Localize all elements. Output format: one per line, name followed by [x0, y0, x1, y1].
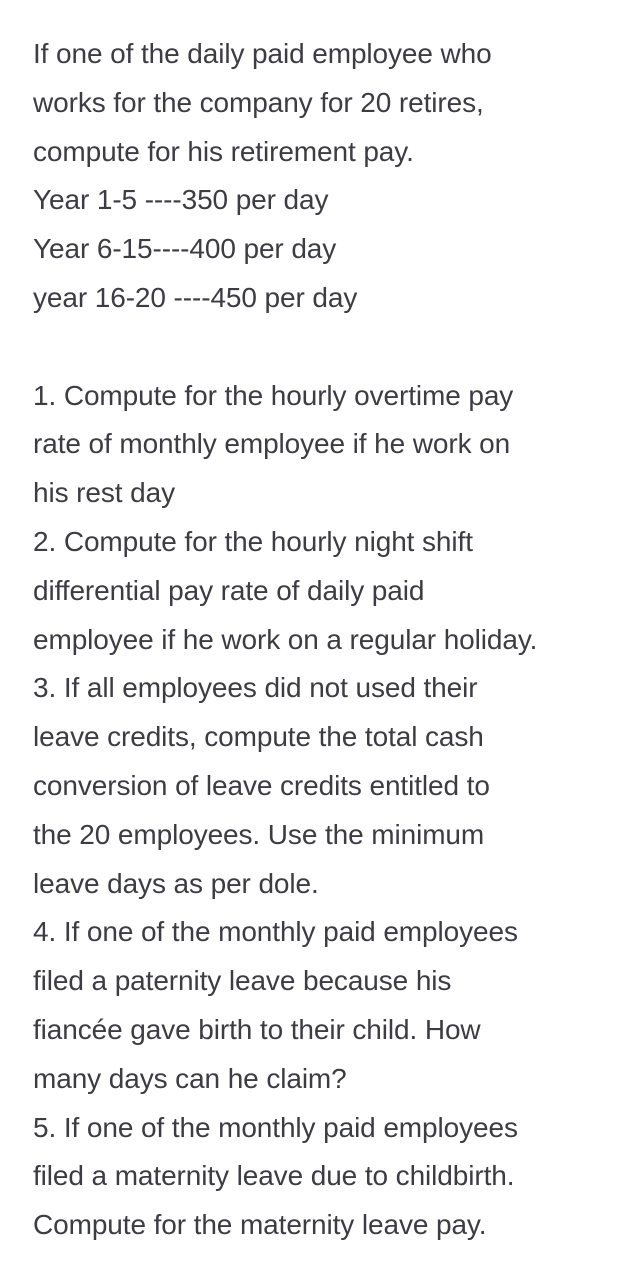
text-line: employee if he work on a regular holiday. — [33, 623, 538, 655]
text-line: 5. If one of the monthly paid employees — [33, 1111, 518, 1143]
question-4 — [33, 908, 633, 1103]
text-line: leave credits, compute the total cash — [33, 721, 484, 753]
text-line: the 20 employees. Use the minimum — [33, 818, 485, 850]
text-line: Compute for the maternity leave pay. — [33, 1209, 487, 1241]
intro-paragraph — [33, 30, 633, 176]
question-1 — [33, 372, 633, 518]
text-line: 3. If all employees did not used their — [33, 672, 478, 704]
text-line: differential pay rate of daily paid — [33, 574, 425, 606]
question-3 — [33, 664, 633, 908]
rate-list — [33, 176, 633, 322]
text-line: rate of monthly employee if he work on — [33, 428, 511, 460]
text-line: his rest day — [33, 477, 175, 509]
question-2 — [33, 518, 633, 664]
text-line: 1. Compute for the hourly overtime pay — [33, 379, 514, 411]
document-body — [33, 30, 633, 1250]
text-line: filed a maternity leave due to childbirth. — [33, 1160, 515, 1192]
text-line: many days can he claim? — [33, 1062, 347, 1094]
rate-item: Year 6-15----400 per day — [33, 233, 337, 265]
text-line: works for the company for 20 retires, — [33, 86, 484, 118]
question-5 — [33, 1104, 633, 1250]
text-line: If one of the daily paid employee who — [33, 38, 492, 69]
rate-item: Year 1-5 ----350 per day — [33, 184, 329, 216]
text-line: 2. Compute for the hourly night shift — [33, 525, 473, 557]
text-line: filed a paternity leave because his — [33, 965, 452, 997]
rate-item: year 16-20 ----450 per day — [33, 281, 358, 313]
text-line: 4. If one of the monthly paid employees — [33, 916, 518, 948]
text-line: conversion of leave credits entitled to — [33, 769, 490, 801]
text-line: fiancée gave birth to their child. How — [33, 1013, 481, 1045]
text-line: compute for his retirement pay. — [33, 135, 414, 167]
text-line: leave days as per dole. — [33, 867, 319, 899]
paragraph-gap — [33, 323, 633, 372]
